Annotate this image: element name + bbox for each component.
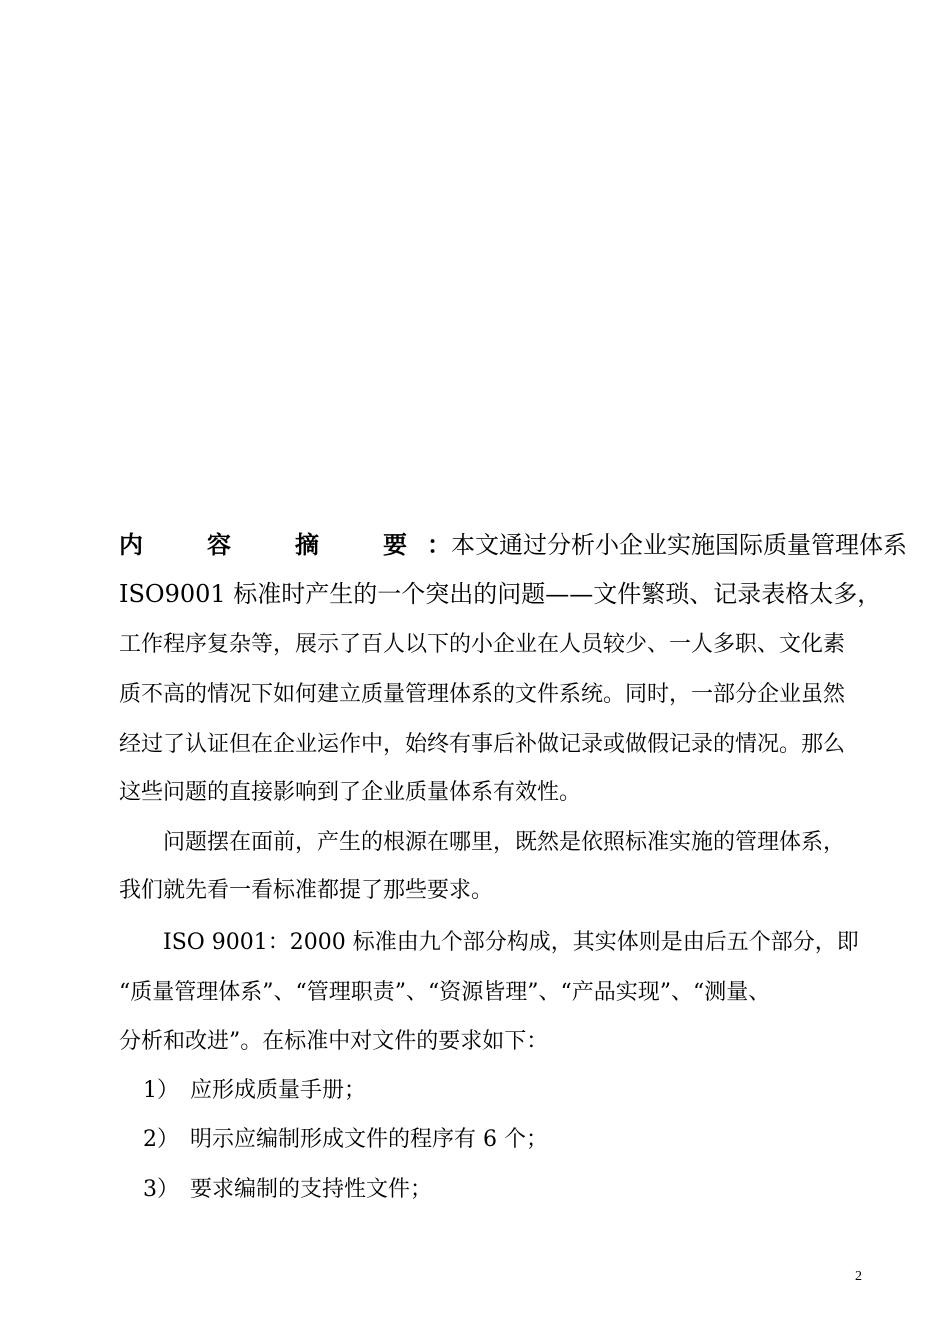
paragraph-line: 问题摆在面前，产生的根源在哪里，既然是依照标准实施的管理体系，: [163, 830, 846, 855]
list-number: 3）: [143, 1177, 179, 1202]
paragraph-line: 这些问题的直接影响到了企业质量体系有效性。: [119, 780, 582, 805]
list-text: 应形成质量手册；: [190, 1078, 367, 1103]
page-number: 2: [855, 1269, 862, 1284]
paragraph-line: 分析和改进”。在标准中对文件的要求如下：: [119, 1029, 549, 1054]
paragraph-line: ISO9001 标准时产生的一个突出的问题——文件繁琐、记录表格太多，: [119, 580, 882, 608]
paragraph-line: “质量管理体系”、“管理职责”、“资源皆理”、“产品实现”、“测量、: [119, 980, 771, 1005]
paragraph-line: 工作程序复杂等，展示了百人以下的小企业在人员较少、一人多职、文化素: [119, 632, 846, 657]
paragraph-line: ISO 9001：2000 标准由九个部分构成，其实体则是由后五个部分，即: [163, 930, 859, 955]
abstract-text: 本文通过分析小企业实施国际质量管理体系: [451, 531, 907, 559]
list-text: 要求编制的支持性文件；: [190, 1177, 433, 1202]
abstract-first-line: [119, 531, 907, 559]
list-text: 明示应编制形成文件的程序有 6 个；: [190, 1127, 548, 1152]
abstract-label: 内 容 摘 要：: [119, 530, 451, 559]
list-number: 1）: [143, 1078, 179, 1103]
list-number: 2）: [143, 1127, 179, 1152]
paragraph-line: 质不高的情况下如何建立质量管理体系的文件系统。同时，一部分企业虽然: [119, 682, 846, 707]
paragraph-line: 我们就先看一看标准都提了那些要求。: [119, 878, 494, 903]
paragraph-line: 经过了认证但在企业运作中，始终有事后补做记录或做假记录的情况。那么: [119, 732, 846, 757]
